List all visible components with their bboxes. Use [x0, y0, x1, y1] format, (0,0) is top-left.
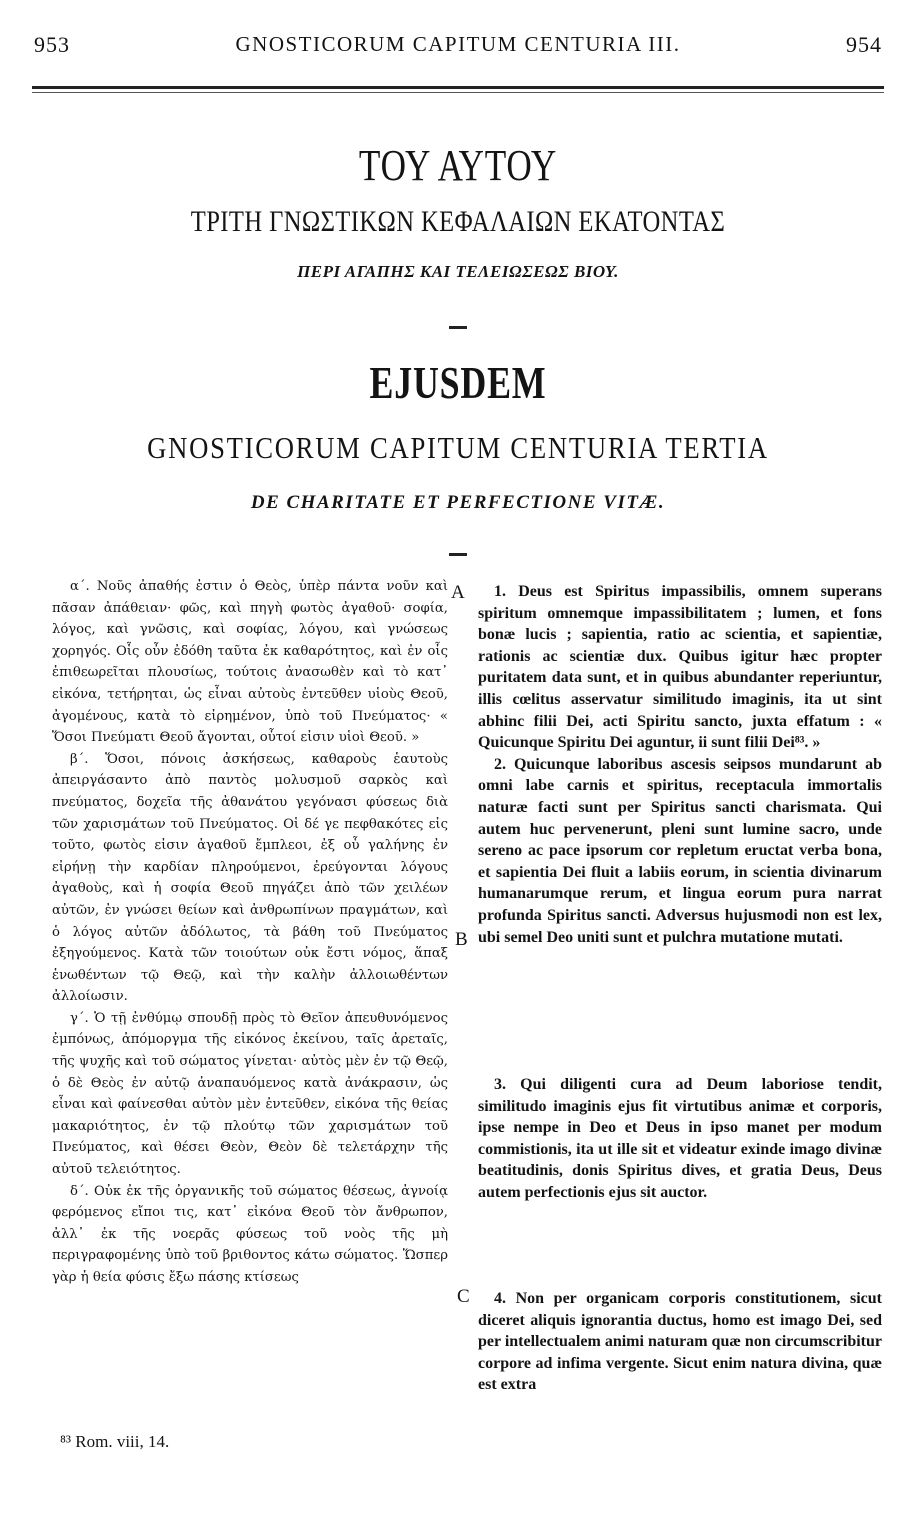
latin-paragraph: 2. Quicunque laboribus ascesis seipsos mundarunt ab omni labe carnis et spiritus, receptacula immortalis naturæ facti sunt per Spiritus sancti charismata. Qui autem huc pervenerunt, pleni sunt lumine sacro, unde sereno ac pace ipsorum cor repletum eructat verba bona, et sapientia Dei fluit a labiis eorum, in scientia divinarum humanarumque rerum, et lingua eorum pura narrat profunda Spiritus sancti. Adversus hujusmodi non est lex, ubi semel Deo uniti sunt et pulchra mutatione mutati.: [478, 755, 882, 946]
footnote: ⁸³ Rom. viii, 14.: [60, 1432, 170, 1451]
greek-paragraph: δ΄. Οὐκ ἐκ τῆς ὀργανικῆς τοῦ σώματος θέσεως, ἀγνοίᾳ φερόμενος εἴποι τις, κατ᾽ εἰκόνα Θεοῦ τὸν ἄνθρωπον, ἀλλ᾽ ἐκ τῆς νοερᾶς φύσεως τοῦ νοὸς τῆς μὴ περιγραφομένης ὑπὸ τοῦ βριθοντος κάτω σώματος. Ὥσπερ γὰρ ἡ θεία φύσις ἔξω πάσης κτίσεως: [52, 1183, 448, 1285]
greek-paragraph: β΄. Ὅσοι, πόνοις ἀσκήσεως, καθαροὺς ἑαυτοὺς ἀπειργάσαντο ἀπὸ παντὸς μολυσμοῦ σαρκὸς καὶ πνεύματος, δοχεῖα τῆς ἀθανάτου γεγόνασι φύσεως διὰ τῶν χαρισμάτων τοῦ Πνεύματος. Οἱ δέ γε πεφθακότες εἰς τοῦτο, φωτὸς εἰσιν ἀγαθοῦ ἔμπλεοι, ἐξ οὗ γαλήνης ἐν εἰρήνῃ τὴν καρδίαν πληρούμενοι, ἐρεύγονται λόγους ἀγαθοὺς, καὶ ἡ σοφία Θεοῦ πηγάζει ἀπὸ τῶν χειλέων αὐτῶν, ἐν γνώσει θείων καὶ ἀνθρωπίνων πραγμάτων, καὶ ὁ λόγος αὐτῶν ἀδόλωτος, τὰ βάθη τοῦ Πνεύματος ἐξηγούμενος. Κατὰ τῶν τοιούτων οὐκ ἔστι νόμος, ἅπαξ ἑνωθέντων τῷ Θεῷ, καὶ τὴν καλὴν ἀλλοιωθέντων ἀλλοίωσιν.: [52, 751, 448, 1005]
page-number-right: 954: [846, 32, 882, 57]
greek-paragraph: α΄. Νοῦς ἀπαθής ἐστιν ὁ Θεὸς, ὑπὲρ πάντα νοῦν καὶ πᾶσαν ἀπάθειαν· φῶς, καὶ πηγὴ φωτὸς ἀγαθοῦ· σοφία, λόγος, καὶ γνῶσις, καὶ σοφίας, λόγου, καὶ γνώσεως χορηγός. Οἷς οὖν ἐδόθη ταῦτα ἐκ καθαρότητος, καὶ ἐν οἷς ἐπιθεωρεῖται πλουσίως, τούτοις ἀνασωθὲν καὶ τὸ κατ᾽ εἰκόνα, τετήρηται, ὡς εἶναι αὐτοὺς ἐντεῦθεν υἱοὺς Θεοῦ, ἀγομένους, κατὰ τὸ εἰρημένον, ὑπὸ τοῦ Πνεύματος· « Ὅσοι Πνεύματι Θεοῦ ἄγονται, οὗτοί εἰσιν υἱοὶ Θεοῦ. »: [52, 579, 448, 746]
greek-topic: ΠΕΡΙ ΑΓΑΠΗΣ ΚΑΙ ΤΕΛΕΙΩΣΕΩΣ ΒΙΟΥ.: [297, 262, 619, 281]
latin-paragraph: 3. Qui diligenti cura ad Deum laboriose tendit, similitudo imaginis ejus fit virtutibus animæ et corporis, ipse nempe in Deo et Deus in ipso manet per modum commistionis, ita ut ille sit et videatur exinde imago divinæ beatitudinis, donis Spiritus dives, et gratia Deus, Deus autem perfectionis ejus sit auctor.: [478, 1076, 882, 1201]
latin-column: [478, 1288, 882, 1396]
page-number-left: 953: [34, 32, 70, 57]
greek-column: [52, 576, 448, 1289]
latin-title: EJUSDEM: [369, 357, 547, 408]
latin-subtitle: GNOSTICORUM CAPITUM CENTURIA TERTIA: [147, 430, 769, 465]
running-title: GNOSTICORUM CAPITUM CENTURIA III.: [235, 32, 681, 56]
running-head: [34, 32, 882, 62]
latin-paragraph: 1. Deus est Spiritus impassibilis, omnem superans spiritum omnemque impassibilitatem ; lumen, et fons bonæ lucis ; sapientia, ratio ac scientia, et sapientiæ, rationis ac scientiæ dux. Quibus igitur hæc propter puritatem data sunt, et in quibus abundanter reperiuntur, illis cœlitus asservatur similitudo imaginis, ita ut sint abhinc filii Dei, acti Spiritu sancto, juxta effatum : « Quicunque Spiritu Dei aguntur, ii sunt filii Dei⁸³. »: [478, 583, 882, 752]
section-dash: [449, 553, 467, 556]
section-dash: [449, 326, 467, 329]
margin-letter: A: [451, 582, 465, 603]
header-rule: [32, 86, 884, 89]
greek-paragraph: γ΄. Ὁ τῇ ἐνθύμῳ σπουδῇ πρὸς τὸ Θεῖον ἀπευθυνόμενος ἐμπόνως, ἀπόμοργμα τῆς εἰκόνος ἐκείνου, ταῖς ἀρεταῖς, τῆς ψυχῆς καὶ τοῦ σώματος γίνεται· αὐτὸς μὲν ἐν τῷ Θεῷ, ὁ δὲ Θεὸς ἐν αὐτῷ ἀναπαυόμενος κατὰ ἀνάκρασιν, ὡς εἶναι καὶ φαίνεσθαι αὐτὸν μὲν ἐντεῦθεν, εἰκόνα τῆς θείας μακαριότητος, ἐν τῷ πλούτῳ τῶν χαρισμάτων τοῦ Πνεύματος, καὶ θέσει Θεὸν, Θεὸν δὲ τελετάρχην τῆς αὐτοῦ τελειότητος.: [52, 1010, 448, 1178]
header-rule-thin: [32, 92, 884, 93]
margin-letter: B: [455, 929, 468, 950]
latin-paragraph: 4. Non per organicam corporis constitutionem, sicut diceret aliquis ignorantia ductus, homo est imago Dei, sed per intellectualem animi naturam quæ non circumscribitur corpore ad infima vergente. Sicut enim natura divina, quæ est extra: [478, 1290, 882, 1394]
margin-letter: C: [457, 1286, 470, 1307]
greek-title: ΤΟΥ ΑΥΤΟΥ: [358, 141, 558, 190]
latin-topic: DE CHARITATE ET PERFECTIONE VITÆ.: [250, 492, 666, 513]
latin-column: [478, 1074, 882, 1204]
latin-column: [478, 581, 882, 948]
greek-subtitle: ΤΡΙΤΗ ΓΝΩΣΤΙΚΩΝ ΚΕΦΑΛΑΙΩΝ ΕΚΑΤΟΝΤΑΣ: [190, 205, 726, 238]
